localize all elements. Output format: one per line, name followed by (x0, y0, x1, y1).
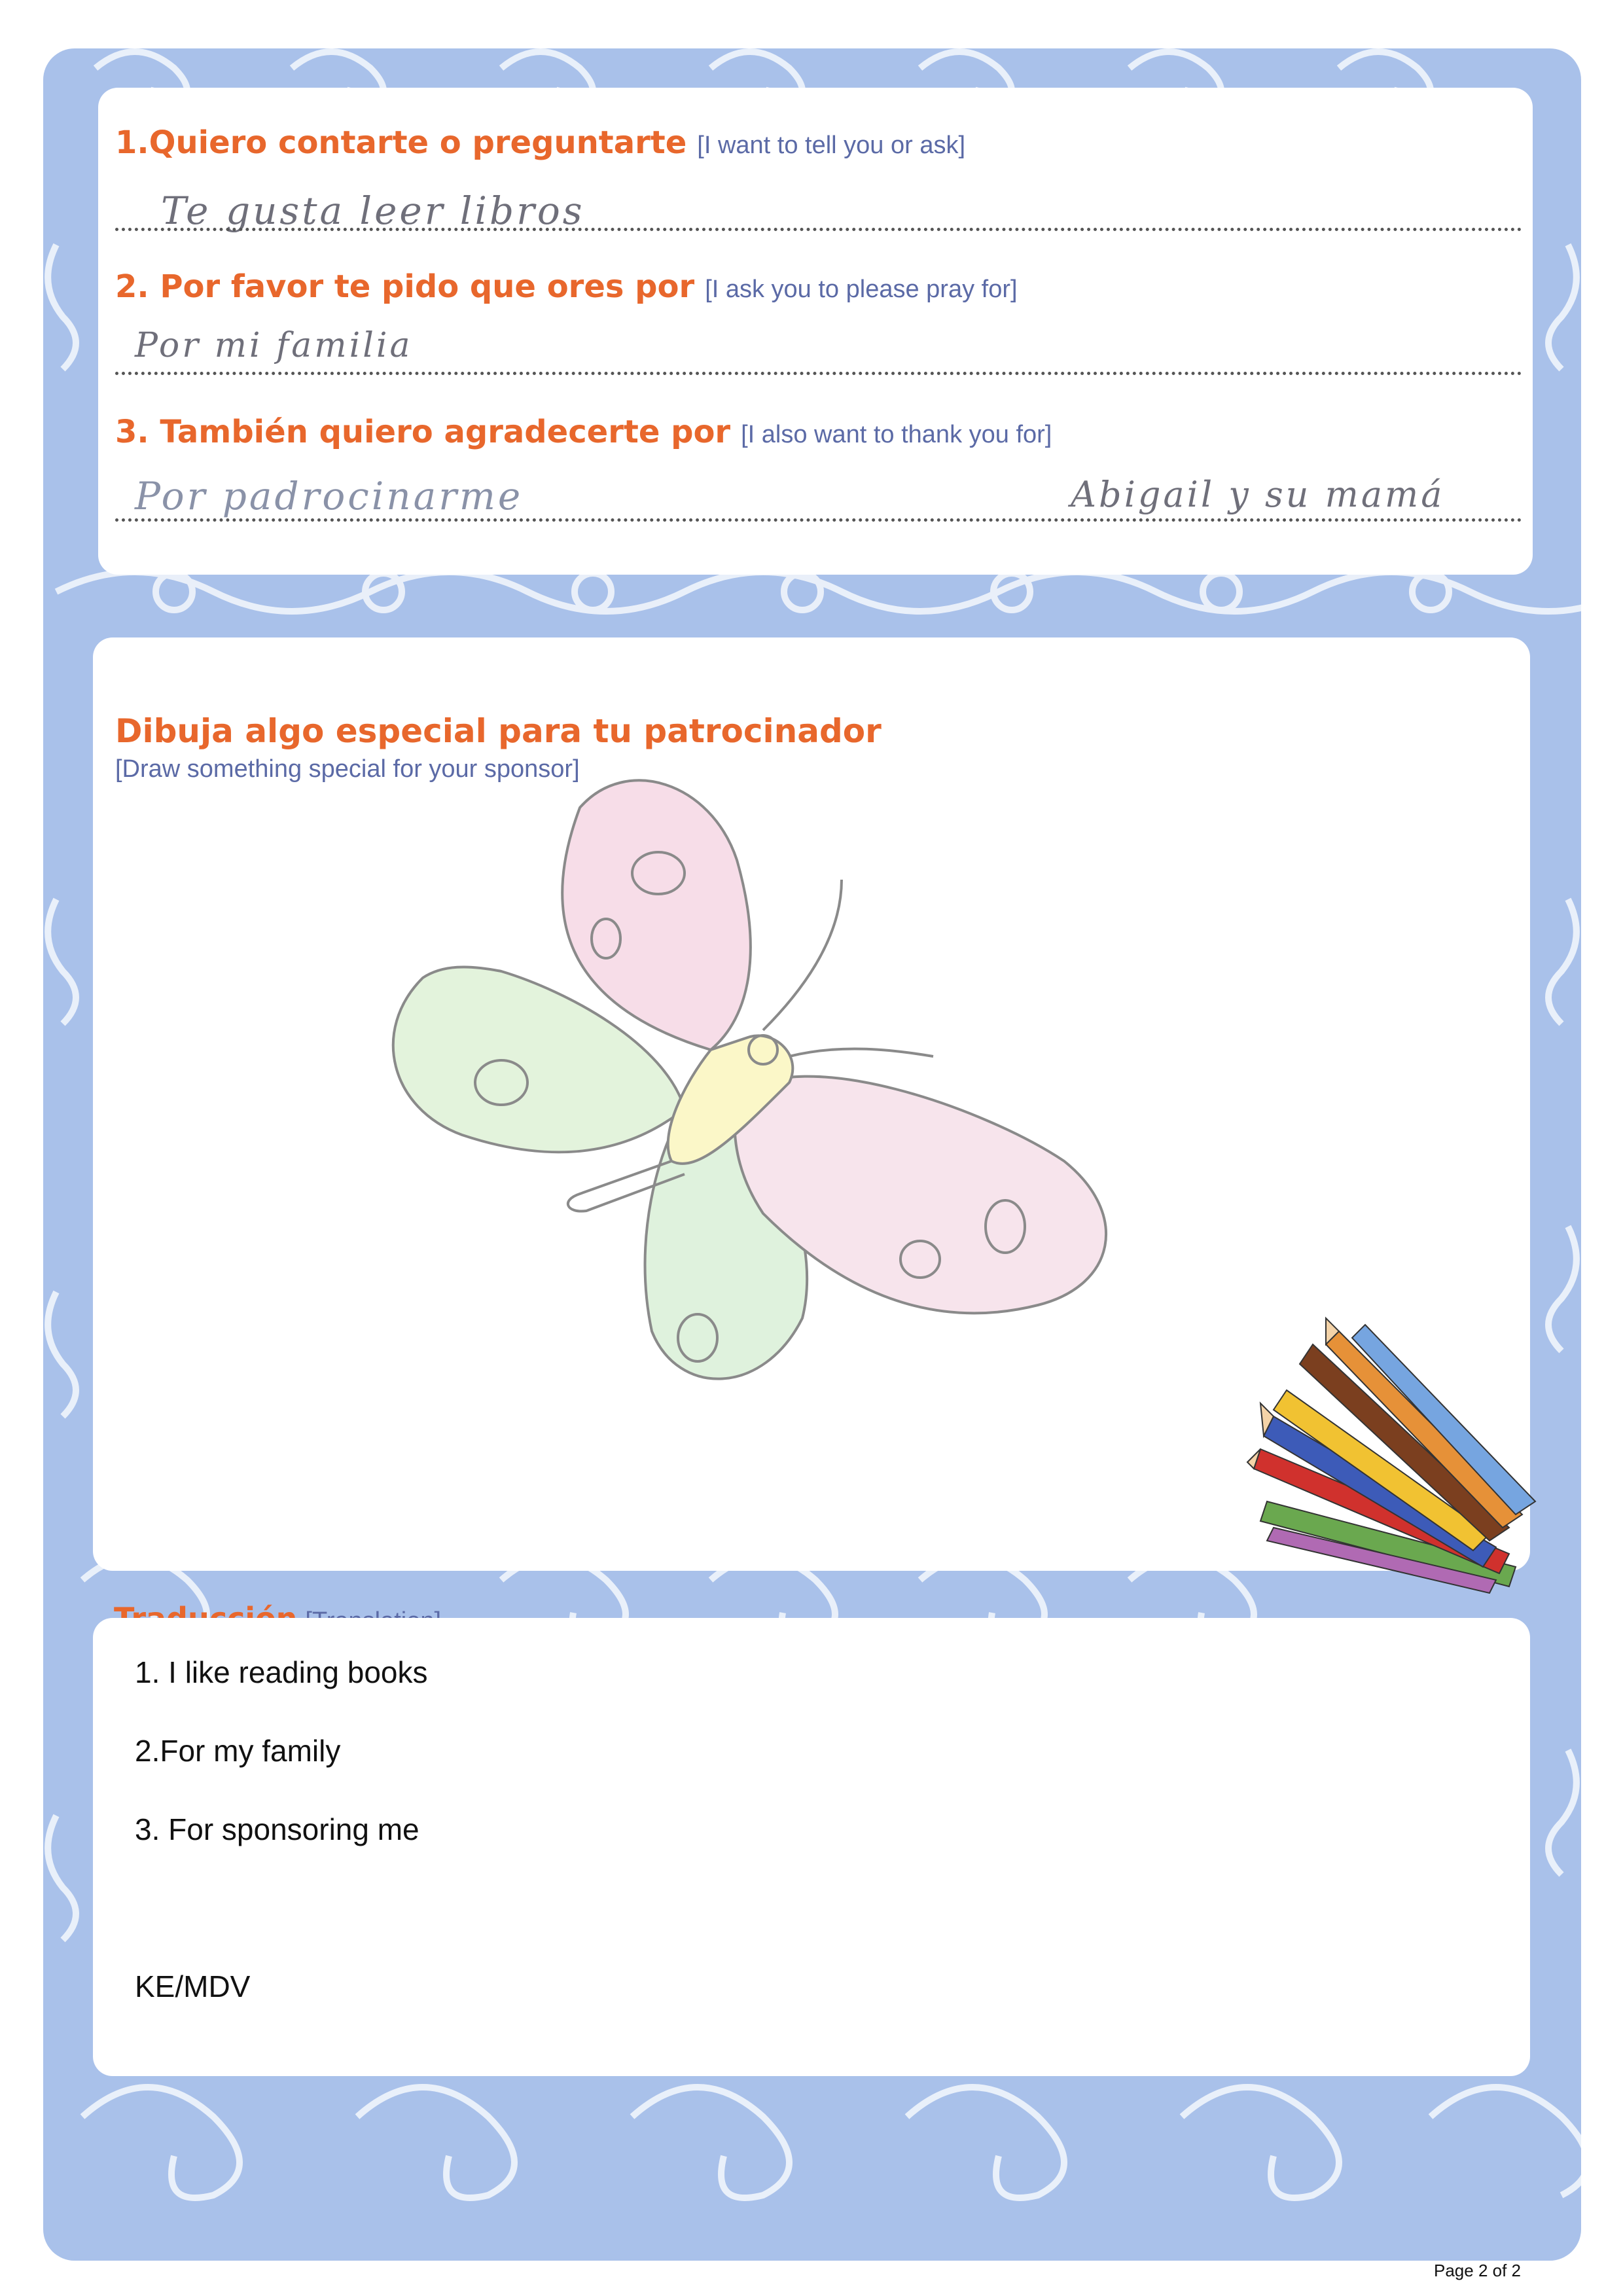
question-3-translation: [I also want to thank you for] (741, 421, 1052, 448)
translator-initials: KE/MDV (135, 1969, 251, 2003)
drawing-title: Dibuja algo especial para tu patrocinador (115, 712, 882, 750)
answer-3-line (115, 518, 1522, 522)
question-2-title: 2. Por favor te pido que ores por [I ask you to please pray for] (115, 268, 1018, 305)
answer-3: Por padrocinarme (135, 474, 524, 518)
drawing-subtitle: [Draw something special for your sponsor] (115, 755, 580, 783)
translation-line-1: 1. I like reading books (135, 1655, 428, 1689)
answer-1: Te gusta leer libros (161, 188, 585, 233)
question-2-translation: [I ask you to please pray for] (705, 276, 1018, 303)
signature: Abigail y su mamá (1071, 474, 1445, 515)
butterfly-drawing (344, 742, 1195, 1488)
translation-line-2: 2.For my family (135, 1734, 341, 1768)
page-number: Page 2 of 2 (1434, 2261, 1521, 2280)
colored-pencils-icon (1247, 1318, 1548, 1593)
question-3-title: 3. También quiero agradecerte por [I also want to thank you for] (115, 414, 1052, 450)
answer-2-line (115, 372, 1522, 375)
question-1-title: 1.Quiero contarte o preguntarte [I want to tell you or ask] (115, 124, 966, 161)
answer-2: Por mi familia (135, 326, 413, 365)
page-frame (43, 48, 1581, 2280)
translation-line-3: 3. For sponsoring me (135, 1812, 419, 1846)
answer-1-line (115, 228, 1522, 231)
question-1-translation: [I want to tell you or ask] (697, 132, 966, 159)
